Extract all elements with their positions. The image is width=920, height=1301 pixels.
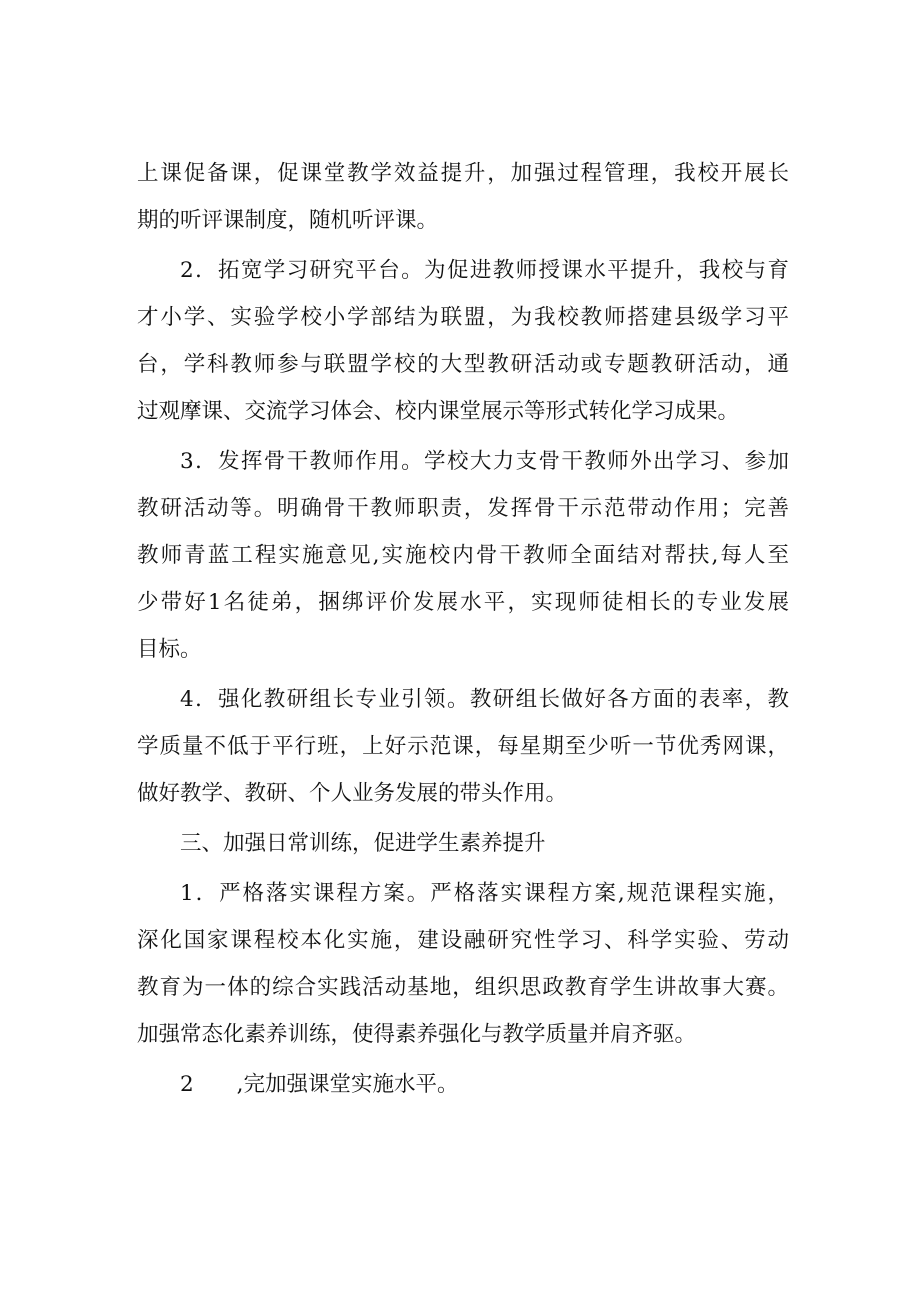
section-heading: 三、加强日常训练，促进学生素养提升 — [180, 831, 546, 856]
paragraph-line: 2 ,完加强课堂实施水平。 — [180, 1072, 459, 1097]
document-body — [137, 150, 789, 1108]
paragraph-line: 4．强化教研组长专业引领。教研组长做好各方面的表率，教 — [180, 687, 789, 712]
paragraph-line: 1．严格落实课程方案。严格落实课程方案,规范课程实施， — [180, 881, 789, 906]
paragraph-line: 做好教学、教研、个人业务发展的带头作用。 — [137, 781, 568, 806]
paragraph-line: 教育为一体的综合实践活动基地，组织思政教育学生讲故事大赛。 — [137, 975, 789, 1000]
paragraph-line: 3．发挥骨干教师作用。学校大力支骨干教师外出学习、参加 — [180, 449, 789, 474]
paragraph-line: 过观摩课、交流学习体会、校内课堂展示等形式转化学习成果。 — [137, 399, 740, 424]
paragraph-line: 教研活动等。明确骨干教师职责，发挥骨干示范带动作用；完善 — [137, 496, 789, 521]
paragraph-line: 才小学、实验学校小学部结为联盟，为我校教师搭建县级学习平 — [137, 305, 789, 330]
paragraph-line: 台，学科教师参与联盟学校的大型教研活动或专题教研活动，通 — [137, 352, 789, 377]
paragraph-line: 少带好1名徒弟，捆绑评价发展水平，实现师徒相长的专业发展 — [137, 590, 789, 615]
paragraph-line: 教师青蓝工程实施意见,实施校内骨干教师全面结对帮扶,每人至 — [137, 543, 789, 568]
paragraph-line: 深化国家课程校本化实施，建设融研究性学习、科学实验、劳动 — [137, 928, 789, 953]
paragraph-line: 加强常态化素养训练，使得素养强化与教学质量并肩齐驱。 — [137, 1022, 697, 1047]
paragraph-line: 学质量不低于平行班，上好示范课，每星期至少听一节优秀网课， — [137, 734, 789, 759]
paragraph-line: 目标。 — [137, 637, 202, 662]
paragraph-line: 期的听评课制度，随机听评课。 — [137, 208, 439, 233]
paragraph-line: 上课促备课，促课堂教学效益提升，加强过程管理，我校开展长 — [137, 161, 789, 186]
paragraph-line: 2．拓宽学习研究平台。为促进教师授课水平提升，我校与育 — [180, 258, 789, 283]
